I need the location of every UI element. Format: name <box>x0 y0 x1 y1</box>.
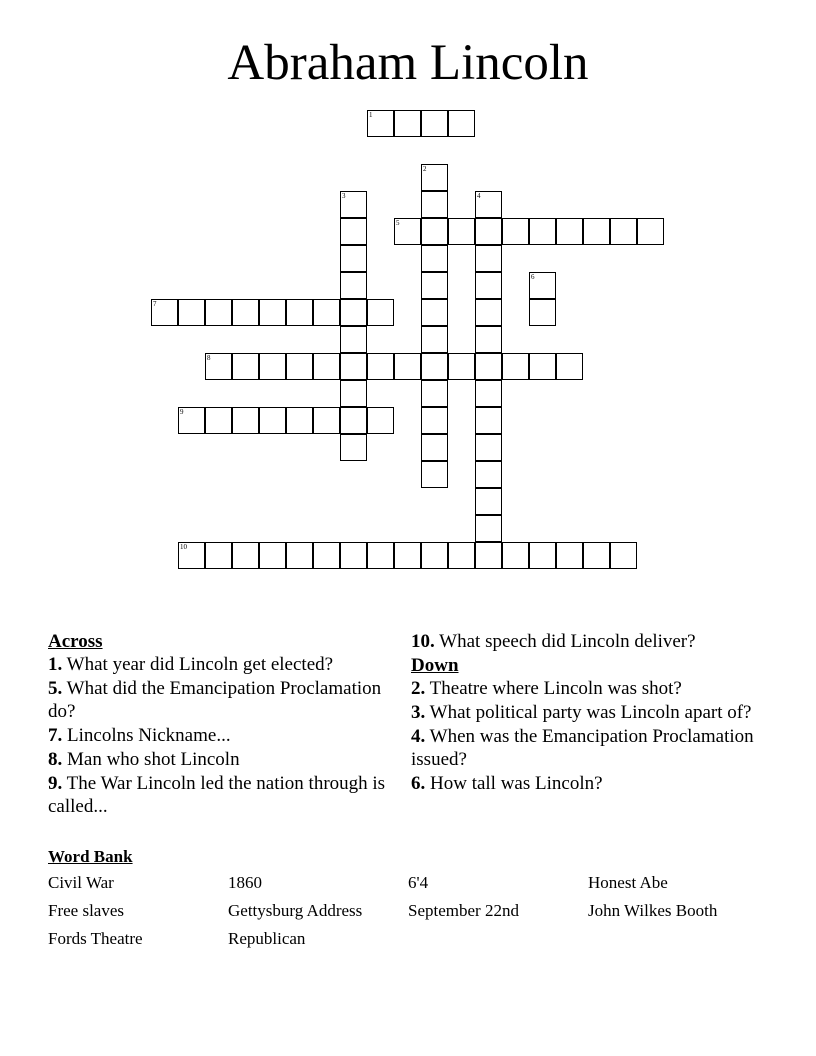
grid-cell[interactable] <box>340 380 367 407</box>
clue-number: 6. <box>411 773 426 794</box>
grid-cell[interactable] <box>313 299 340 326</box>
grid-cell[interactable] <box>232 299 259 326</box>
clue-number-label: 8 <box>207 354 211 362</box>
clue-number-label: 1 <box>369 111 373 119</box>
grid-cell[interactable] <box>421 434 448 461</box>
grid-cell[interactable] <box>475 272 502 299</box>
word-bank-item: September 22nd <box>408 901 519 920</box>
clue-number: 2. <box>411 678 426 699</box>
grid-cell[interactable] <box>583 218 610 245</box>
grid-cell[interactable] <box>259 407 286 434</box>
grid-cell[interactable] <box>421 299 448 326</box>
grid-cell[interactable] <box>529 218 556 245</box>
down-heading: Down <box>411 655 459 676</box>
grid-cell[interactable] <box>421 191 448 218</box>
clue-number-label: 9 <box>180 408 184 416</box>
grid-cell[interactable] <box>502 353 529 380</box>
clue-number-label: 4 <box>477 192 481 200</box>
clue-text: How tall was Lincoln? <box>430 773 603 794</box>
clue-number-label: 3 <box>342 192 346 200</box>
word-bank-item: Republican <box>228 929 306 948</box>
grid-cell[interactable] <box>502 542 529 569</box>
across-clues-column <box>48 630 393 819</box>
grid-cell[interactable] <box>340 434 367 461</box>
grid-cell[interactable] <box>286 299 313 326</box>
clue-item <box>411 677 756 700</box>
clue-item <box>48 677 393 723</box>
grid-cell[interactable] <box>232 542 259 569</box>
grid-cell[interactable] <box>367 353 394 380</box>
clue-number: 5. <box>48 678 63 699</box>
down-clues-column <box>411 630 756 796</box>
grid-cell[interactable] <box>394 110 421 137</box>
grid-cell[interactable] <box>556 218 583 245</box>
grid-cell[interactable] <box>421 110 448 137</box>
grid-cell[interactable] <box>286 353 313 380</box>
clue-number-label: 2 <box>423 165 427 173</box>
grid-cell[interactable] <box>475 380 502 407</box>
grid-cell[interactable] <box>394 542 421 569</box>
word-bank-item: Civil War <box>48 873 114 892</box>
clue-text: What did the Emancipation Proclamation do? <box>48 678 382 722</box>
clue-text: What year did Lincoln get elected? <box>66 654 334 675</box>
grid-cell[interactable] <box>475 434 502 461</box>
clue-number-label: 5 <box>396 219 400 227</box>
grid-cell[interactable] <box>394 353 421 380</box>
grid-cell[interactable] <box>556 542 583 569</box>
clue-item <box>48 653 393 676</box>
grid-cell-3[interactable] <box>340 191 367 218</box>
word-bank-item: 6'4 <box>408 873 429 892</box>
grid-cell[interactable] <box>313 353 340 380</box>
across-clue-list <box>48 653 393 818</box>
clue-text: Lincolns Nickname... <box>67 725 231 746</box>
grid-cell[interactable] <box>367 299 394 326</box>
word-bank-item: Honest Abe <box>588 873 668 892</box>
word-bank-item: John Wilkes Booth <box>588 901 718 920</box>
clue-item <box>48 724 393 747</box>
grid-cell-7[interactable] <box>151 299 178 326</box>
grid-cell-6[interactable] <box>529 272 556 299</box>
grid-cell[interactable] <box>448 353 475 380</box>
grid-cell[interactable] <box>421 245 448 272</box>
grid-cell[interactable] <box>232 353 259 380</box>
grid-cell[interactable] <box>421 272 448 299</box>
puzzle-title: Abraham Lincoln <box>227 35 589 91</box>
clue-item <box>48 748 393 771</box>
grid-cell[interactable] <box>529 353 556 380</box>
grid-cell[interactable] <box>340 353 367 380</box>
clue-number-label: 7 <box>153 300 157 308</box>
grid-cell[interactable] <box>475 299 502 326</box>
clue-text: What speech did Lincoln deliver? <box>439 631 696 652</box>
clue-item <box>411 725 756 771</box>
grid-cell[interactable] <box>313 407 340 434</box>
grid-cell-9[interactable] <box>178 407 205 434</box>
down-clue-list <box>411 677 756 795</box>
word-bank-item: Free slaves <box>48 901 125 920</box>
clue-number: 3. <box>411 702 426 723</box>
grid-cell[interactable] <box>583 542 610 569</box>
across-heading: Across <box>48 631 103 652</box>
grid-cell[interactable] <box>421 326 448 353</box>
grid-cell-4[interactable] <box>475 191 502 218</box>
grid-cell[interactable] <box>502 218 529 245</box>
grid-cell[interactable] <box>475 488 502 515</box>
grid-cell[interactable] <box>286 542 313 569</box>
grid-cell[interactable] <box>340 218 367 245</box>
grid-cell[interactable] <box>259 353 286 380</box>
clue-number: 4. <box>411 726 426 747</box>
grid-cell[interactable] <box>448 542 475 569</box>
clue-number-label: 10 <box>180 543 187 551</box>
grid-cell[interactable] <box>205 407 232 434</box>
grid-cell[interactable] <box>340 542 367 569</box>
clue-number: 7. <box>48 725 63 746</box>
grid-cell[interactable] <box>205 299 232 326</box>
grid-cell[interactable] <box>475 326 502 353</box>
grid-cell[interactable] <box>367 542 394 569</box>
grid-cell[interactable] <box>313 542 340 569</box>
word-bank-list <box>48 873 768 949</box>
grid-cell[interactable] <box>475 542 502 569</box>
clue-text: When was the Emancipation Proclamation issued? <box>411 726 754 770</box>
word-bank-item: Fords Theatre <box>48 929 143 948</box>
clue-number: 9. <box>48 773 63 794</box>
clue-number: 10. <box>411 631 435 652</box>
grid-cell[interactable] <box>475 353 502 380</box>
grid-cell[interactable] <box>286 407 313 434</box>
grid-cell-5[interactable] <box>394 218 421 245</box>
grid-cell[interactable] <box>178 299 205 326</box>
word-bank <box>48 847 768 949</box>
grid-cell[interactable] <box>340 407 367 434</box>
grid-cell[interactable] <box>421 407 448 434</box>
grid-cell[interactable] <box>367 407 394 434</box>
word-bank-item: Gettysburg Address <box>228 901 363 920</box>
grid-cell[interactable] <box>475 218 502 245</box>
grid-cell[interactable] <box>475 461 502 488</box>
clue-item <box>411 701 756 724</box>
word-bank-heading: Word Bank <box>48 847 133 866</box>
clue-item <box>48 772 393 818</box>
clue-number-label: 6 <box>531 273 535 281</box>
grid-cell[interactable] <box>529 542 556 569</box>
grid-cell[interactable] <box>340 299 367 326</box>
grid-cell[interactable] <box>421 542 448 569</box>
grid-cell[interactable] <box>448 110 475 137</box>
grid-cell[interactable] <box>610 218 637 245</box>
grid-cell[interactable] <box>637 218 664 245</box>
clue-text: The War Lincoln led the nation through is called... <box>48 773 386 817</box>
grid-cell[interactable] <box>205 542 232 569</box>
grid-cell[interactable] <box>421 461 448 488</box>
grid-cell[interactable] <box>421 218 448 245</box>
grid-cell-1[interactable] <box>367 110 394 137</box>
grid-cell[interactable] <box>421 380 448 407</box>
grid-cell[interactable] <box>421 353 448 380</box>
clue-number: 8. <box>48 749 63 770</box>
clue-number: 1. <box>48 654 63 675</box>
grid-cell[interactable] <box>610 542 637 569</box>
grid-cell[interactable] <box>340 245 367 272</box>
word-bank-item: 1860 <box>228 873 262 892</box>
clue-text: Theatre where Lincoln was shot? <box>429 678 682 699</box>
grid-cell[interactable] <box>340 326 367 353</box>
grid-cell[interactable] <box>259 299 286 326</box>
grid-cell[interactable] <box>259 542 286 569</box>
clue-across-10 <box>411 630 756 653</box>
clue-text: Man who shot Lincoln <box>67 749 240 770</box>
grid-cell[interactable] <box>556 353 583 380</box>
grid-cell[interactable] <box>232 407 259 434</box>
grid-cell-8[interactable] <box>205 353 232 380</box>
grid-cell-10[interactable] <box>178 542 205 569</box>
grid-cell[interactable] <box>475 407 502 434</box>
grid-cell[interactable] <box>475 245 502 272</box>
grid-cell[interactable] <box>340 272 367 299</box>
grid-cell[interactable] <box>475 515 502 542</box>
grid-cell-2[interactable] <box>421 164 448 191</box>
grid-cell[interactable] <box>529 299 556 326</box>
grid-cell[interactable] <box>448 218 475 245</box>
clue-item <box>411 772 756 795</box>
clue-text: What political party was Lincoln apart of? <box>429 702 752 723</box>
